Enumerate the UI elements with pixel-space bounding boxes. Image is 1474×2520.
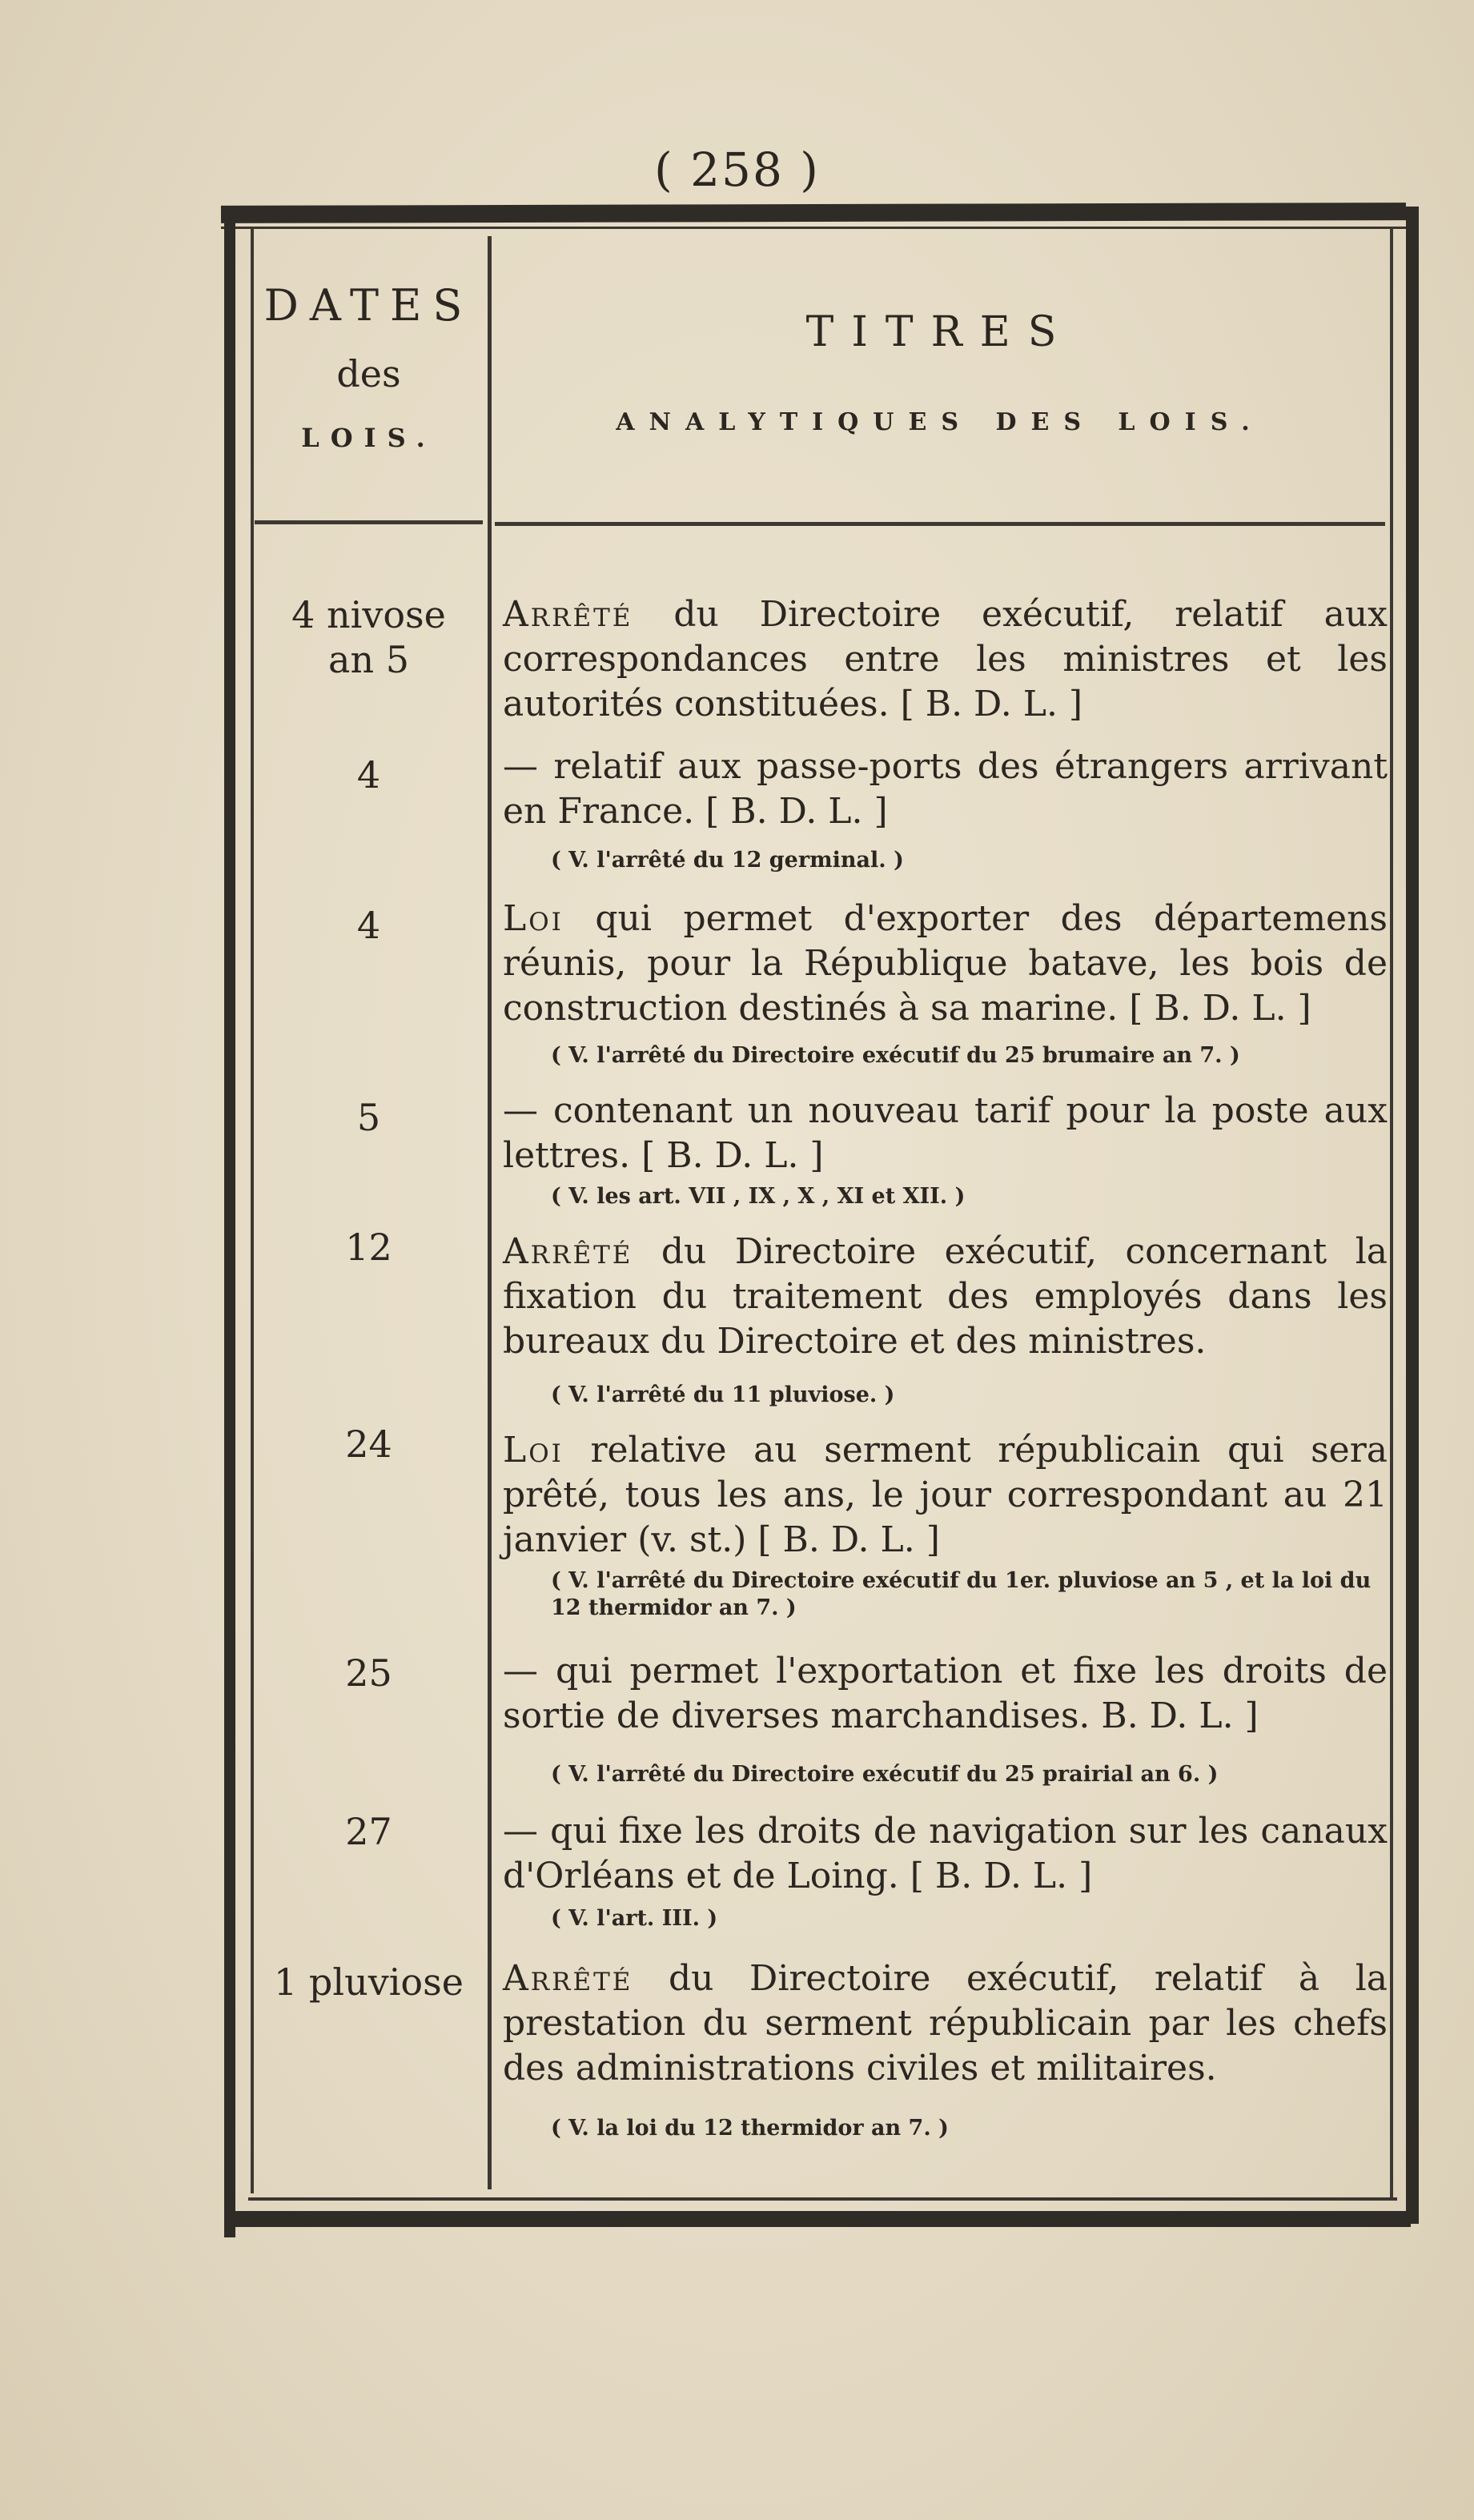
entry-body: du Directoire exécutif, relatif aux correspondances entre les ministres et les autorités constituées. [ B. D. L. ] [503, 594, 1388, 724]
column-divider [488, 236, 492, 2189]
header-rule-right [495, 522, 1385, 526]
entry-note: ( V. l'arrêté du Directoire exécutif du 25 prairial an 6. ) [551, 1762, 1219, 1787]
header-dates: DATES [263, 280, 474, 331]
entry-text [503, 592, 1388, 727]
header-analytiques: ANALYTIQUES DES LOIS. [616, 408, 1264, 436]
entry-date: 27 [345, 1810, 392, 1853]
entry-note: ( V. la loi du 12 thermidor an 7. ) [551, 2116, 949, 2141]
entry-body: — contenant un nouveau tarif pour la poste aux lettres. [ B. D. L. ] [503, 1090, 1388, 1176]
entry-body: du Directoire exécutif, concernant la fixation du traitement des employés dans les bureaux du Directoire et des ministres. [503, 1231, 1388, 1362]
entry-lead: Loi [503, 1430, 564, 1471]
entry-text [503, 744, 1388, 834]
entry-note: ( V. l'arrêté du Directoire exécutif du 1er. pluviose an 5 , et la loi du 12 thermidor an 7. ) [551, 1568, 1372, 1620]
entry-body: — relatif aux passe-ports des étrangers arrivant en France. [ B. D. L. ] [503, 746, 1388, 832]
entry-date: 24 [345, 1423, 392, 1466]
entry-date: 4 [356, 753, 381, 797]
frame-left-inner-rule [251, 228, 254, 2193]
entry-body: — qui permet l'exportation et fixe les droits de sortie de diverses marchandises. B. D. L. ] [503, 1651, 1388, 1736]
entry-lead: Arrêté [503, 1958, 633, 1999]
entry-text [503, 1230, 1388, 1364]
frame-bottom-rule [227, 2211, 1411, 2227]
entry-date: 1 pluviose [274, 1960, 464, 2004]
header-lois: LOIS. [301, 423, 436, 453]
entry-note: ( V. l'arrêté du 11 pluviose. ) [551, 1382, 895, 1407]
entry-body: du Directoire exécutif, relatif à la prestation du serment républicain par les chefs des administrations civiles et militaires. [503, 1958, 1388, 2089]
entry-note: ( V. l'arrêté du Directoire exécutif du 25 brumaire an 7. ) [551, 1043, 1240, 1068]
entry-text [503, 1649, 1388, 1739]
frame-bottom-thin-rule [248, 2197, 1397, 2201]
entry-text [503, 1809, 1388, 1899]
frame-left-rule [224, 216, 235, 2237]
page-number: ( 258 ) [654, 142, 820, 197]
entry-date: 12 [345, 1226, 392, 1269]
entry-body: qui permet d'exporter des départemens réunis, pour la République batave, les bois de construction destinés à sa marine. [ B. D. L. ] [503, 898, 1388, 1029]
entry-text [503, 897, 1388, 1031]
header-rule-left [255, 520, 483, 524]
entry-lead: Arrêté [503, 594, 633, 635]
entry-note: ( V. l'art. III. ) [551, 1906, 718, 1931]
frame-right-rule [1406, 207, 1419, 2224]
entry-date: 5 [356, 1096, 381, 1139]
entry-date: 4 nivose an 5 [291, 593, 446, 681]
entry-note: ( V. l'arrêté du 12 germinal. ) [551, 848, 904, 873]
entry-body: — qui fixe les droits de navigation sur les canaux d'Orléans et de Loing. [ B. D. L. ] [503, 1811, 1388, 1896]
entry-lead: Arrêté [503, 1231, 633, 1272]
entry-text [503, 1089, 1388, 1178]
header-titres: TITRES [805, 308, 1074, 356]
frame-top-rule [221, 203, 1406, 223]
frame-right-inner-rule [1390, 228, 1393, 2197]
entry-lead: Loi [503, 898, 564, 939]
entry-text [503, 1428, 1388, 1563]
entry-body: relative au serment républicain qui sera prêté, tous les ans, le jour correspondant au 21 janvier (v. st.) [ B. D. L. ] [503, 1430, 1388, 1560]
header-des: des [336, 352, 401, 395]
frame-top-thin-rule [221, 227, 1406, 229]
entry-note: ( V. les art. VII , IX , X , XI et XII. ) [551, 1184, 966, 1209]
entry-text [503, 1956, 1388, 2091]
entry-date: 25 [345, 1651, 392, 1695]
entry-date: 4 [356, 904, 381, 947]
